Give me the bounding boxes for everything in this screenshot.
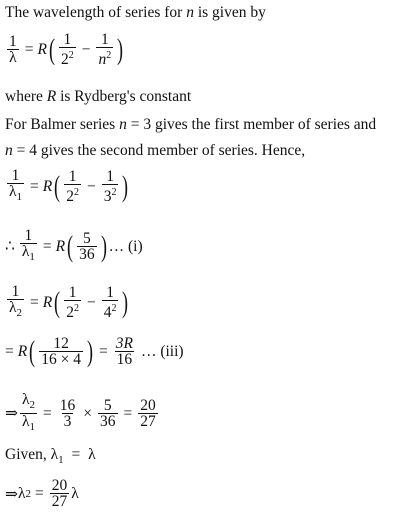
var-n: n (186, 4, 194, 21)
implies-symbol: ⇒ (5, 485, 18, 503)
given-line: Given, $\lambda_1 = \lambda$ (5, 446, 96, 466)
equation-tag: … (i) (108, 237, 143, 255)
fraction-b: $\frac{1}{n^2}$ (98, 31, 112, 68)
intro-line (5, 4, 266, 22)
intro-text-2: is given by (197, 4, 266, 21)
right-paren: ) (117, 33, 124, 66)
second-member-line: n = 4 gives the second member of series. Hence, (5, 142, 306, 159)
final-result: ⇒ λ 2 = $\frac{20}{27}$ λ (5, 477, 79, 510)
ratio-equation: ⇒ $\frac{\lambda_2}{\lambda_1}$ = $\frac{16}{3}$ × $\frac{5}{36}$ = $\frac{20}{27}$ (5, 391, 156, 433)
rydberg-symbol: R (37, 41, 47, 58)
formula-lambda1: $\frac{1}{\lambda_1}$ = R ( $\frac{1}{2^2}$ − $\frac{1}{3^2}$ ) (9, 167, 129, 205)
therefore-symbol: ∴ (5, 238, 15, 255)
equation-tag: … (iii) (140, 343, 184, 360)
rydberg-line: where R is Rydberg's constant (5, 88, 192, 105)
formula-general: $\frac{1}{\lambda}$ = R ( $\frac{1}{2^2}$ − $\frac{1}{n^2}$ ) (9, 31, 124, 68)
balmer-line: For Balmer series n = 3 gives the first member of series and (5, 116, 377, 133)
intro-text: The wavelength of series for (5, 4, 183, 21)
implies-symbol: ⇒ (5, 405, 18, 422)
equation-iii: = R ( $\frac{12}{16 \times 4}$ ) = $\frac{3R}{16}$ … (iii) (5, 335, 184, 368)
fraction-1-over-lambda: $\frac{1}{\lambda}$ (9, 33, 17, 66)
formula-lambda2: $\frac{1}{\lambda_2}$ = R ( $\frac{1}{2^2}$ − $\frac{1}{4^2}$ ) (9, 283, 129, 321)
left-paren: ( (48, 33, 55, 66)
fraction-a: $\frac{1}{2^2}$ (60, 31, 74, 68)
equation-i: ∴ $\frac{1}{\lambda_1}$ = R ( $\frac{5}{36}$ ) … (i) (5, 227, 143, 263)
